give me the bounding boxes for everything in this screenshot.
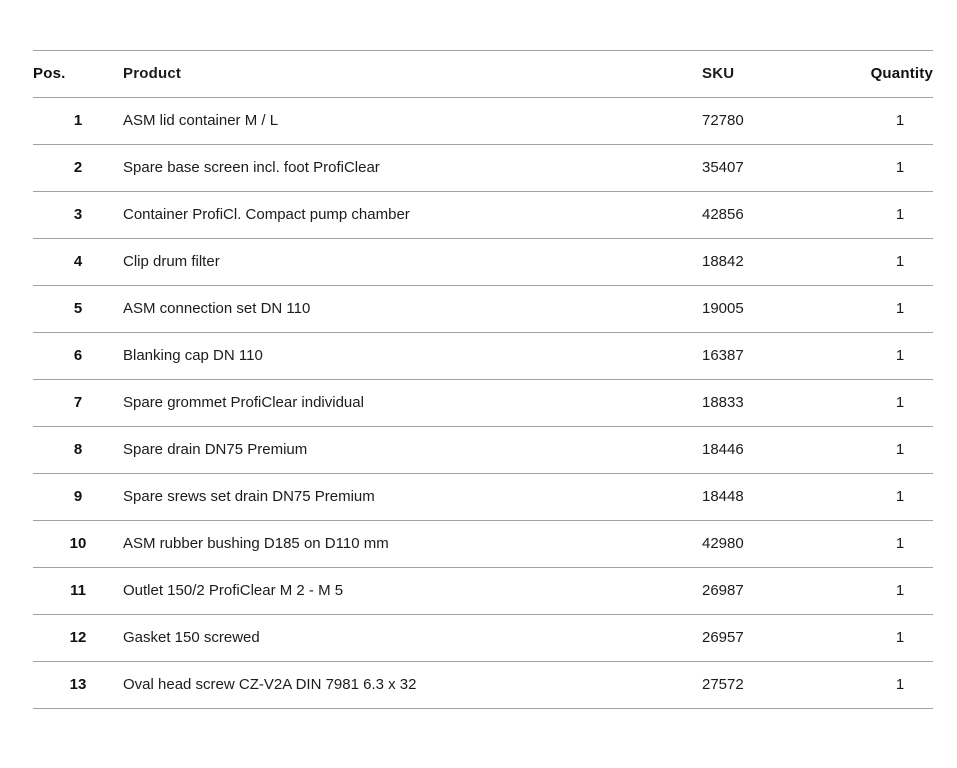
quantity-cell: 1 bbox=[895, 582, 905, 599]
product-cell: Clip drum filter bbox=[123, 253, 220, 270]
sku-cell: 19005 bbox=[702, 300, 744, 317]
quantity-cell: 1 bbox=[895, 441, 905, 458]
pos-cell: 4 bbox=[73, 253, 83, 270]
table-row bbox=[33, 286, 933, 333]
quantity-cell: 1 bbox=[895, 629, 905, 646]
quantity-cell: 1 bbox=[895, 535, 905, 552]
product-cell: Blanking cap DN 110 bbox=[123, 347, 263, 364]
table-row bbox=[33, 98, 933, 145]
quantity-cell: 1 bbox=[895, 300, 905, 317]
column-header-product: Product bbox=[123, 65, 182, 82]
column-header-quantity: Quantity bbox=[870, 65, 933, 82]
pos-cell: 9 bbox=[73, 488, 83, 505]
table-row bbox=[33, 239, 933, 286]
quantity-cell: 1 bbox=[895, 159, 905, 176]
sku-cell: 72780 bbox=[702, 112, 744, 129]
quantity-cell: 1 bbox=[895, 488, 905, 505]
sku-cell: 27572 bbox=[702, 676, 744, 693]
table-row bbox=[33, 662, 933, 709]
product-cell: ASM rubber bushing D185 on D110 mm bbox=[123, 535, 389, 552]
table-row bbox=[33, 333, 933, 380]
pos-cell: 3 bbox=[73, 206, 83, 223]
quantity-cell: 1 bbox=[895, 112, 905, 129]
pos-cell: 13 bbox=[69, 676, 87, 693]
pos-cell: 8 bbox=[73, 441, 83, 458]
pos-cell: 11 bbox=[70, 582, 86, 599]
quantity-cell: 1 bbox=[895, 347, 905, 364]
sku-cell: 42980 bbox=[702, 535, 744, 552]
pos-cell: 7 bbox=[73, 394, 83, 411]
product-cell: Container ProfiCl. Compact pump chamber bbox=[123, 206, 410, 223]
quantity-cell: 1 bbox=[895, 394, 905, 411]
product-cell: Oval head screw CZ-V2A DIN 7981 6.3 x 32 bbox=[123, 676, 417, 693]
sku-cell: 26957 bbox=[702, 629, 744, 646]
product-cell: Outlet 150/2 ProfiClear M 2 - M 5 bbox=[123, 582, 344, 599]
quantity-cell: 1 bbox=[895, 676, 905, 693]
pos-cell: 12 bbox=[69, 629, 87, 646]
table-row bbox=[33, 474, 933, 521]
pos-cell: 6 bbox=[73, 347, 83, 364]
pos-cell: 5 bbox=[73, 300, 83, 317]
sku-cell: 18842 bbox=[702, 253, 744, 270]
quantity-cell: 1 bbox=[895, 253, 905, 270]
table-row bbox=[33, 192, 933, 239]
table-row bbox=[33, 427, 933, 474]
pos-cell: 2 bbox=[73, 159, 83, 176]
product-cell: ASM connection set DN 110 bbox=[123, 300, 311, 317]
sku-cell: 18446 bbox=[702, 441, 744, 458]
table-body bbox=[33, 98, 933, 709]
sku-cell: 16387 bbox=[702, 347, 744, 364]
product-cell: Gasket 150 screwed bbox=[123, 629, 260, 646]
pos-cell: 10 bbox=[69, 535, 87, 552]
pos-cell: 1 bbox=[73, 112, 83, 129]
product-cell: Spare srews set drain DN75 Premium bbox=[123, 488, 375, 505]
product-cell: ASM lid container M / L bbox=[123, 112, 279, 129]
table-row bbox=[33, 380, 933, 427]
product-cell: Spare grommet ProfiClear individual bbox=[123, 394, 364, 411]
table-header-row bbox=[33, 50, 933, 98]
product-cell: Spare drain DN75 Premium bbox=[123, 441, 308, 458]
product-cell: Spare base screen incl. foot ProfiClear bbox=[123, 159, 380, 176]
column-header-pos: Pos. bbox=[33, 65, 66, 82]
table-row bbox=[33, 521, 933, 568]
sku-cell: 18448 bbox=[702, 488, 744, 505]
sku-cell: 42856 bbox=[702, 206, 744, 223]
column-header-sku: SKU bbox=[702, 65, 735, 82]
table-row bbox=[33, 615, 933, 662]
sku-cell: 18833 bbox=[702, 394, 744, 411]
table-row bbox=[33, 145, 933, 192]
sku-cell: 35407 bbox=[702, 159, 744, 176]
table-row bbox=[33, 568, 933, 615]
sku-cell: 26987 bbox=[702, 582, 744, 599]
parts-table bbox=[33, 50, 933, 709]
quantity-cell: 1 bbox=[895, 206, 905, 223]
